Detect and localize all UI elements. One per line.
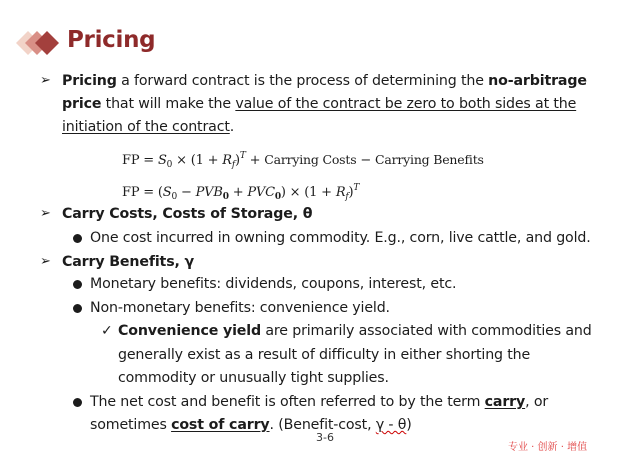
- pricing-term: Pricing: [62, 73, 117, 89]
- round-bullet-icon: [73, 234, 82, 243]
- price-term: price: [62, 96, 102, 112]
- underlined-phrase: initiation of the contract: [62, 119, 230, 135]
- monetary-benefits-item: Monetary benefits: dividends, coupons, interest, etc.: [90, 276, 457, 292]
- pricing-line-3: [62, 117, 234, 137]
- round-bullet-icon: [73, 280, 82, 289]
- pricing-text: that will make the: [101, 96, 236, 112]
- net-cost-line-2: sometimes cost of carry. (Benefit-cost, γ - θ): [90, 417, 412, 433]
- pricing-line-2: [62, 94, 576, 114]
- cost-of-carry-term: cost of carry: [171, 417, 270, 433]
- convenience-yield-line-1: Convenience yield are primarily associated with commodities and: [118, 323, 592, 339]
- carry-costs-heading: Carry Costs, Costs of Storage, θ: [62, 206, 313, 222]
- period: .: [229, 119, 235, 135]
- non-monetary-benefits-item: Non-monetary benefits: convenience yield.: [90, 300, 390, 316]
- formula-2: FP = $(S_0 - PVB_0 + PVC_0) \times (1 + R_f)^T$: [122, 183, 360, 202]
- arrow-bullet-icon: ➢: [40, 254, 51, 269]
- gamma-theta-symbol: γ - θ: [375, 417, 407, 433]
- carry-term: carry: [484, 394, 526, 410]
- net-cost-line-1: The net cost and benefit is often referred to by the term carry, or: [90, 394, 549, 410]
- convenience-yield-line-2: generally exist as a result of difficulty in either shorting the: [118, 347, 531, 363]
- pricing-text: a forward contract is the process of determining the: [116, 73, 489, 89]
- round-bullet-icon: [73, 398, 82, 407]
- underlined-phrase: value of the contract be zero to both sides at the: [235, 96, 577, 112]
- page-title: Pricing: [67, 27, 156, 53]
- carry-benefits-heading: Carry Benefits, γ: [62, 254, 195, 270]
- arrow-bullet-icon: ➢: [40, 73, 51, 88]
- arrow-bullet-icon: ➢: [40, 206, 51, 221]
- diamond-logo-icon: [16, 29, 64, 57]
- no-arbitrage-term: no-arbitrage: [488, 73, 587, 89]
- watermark-text: 专业 · 创新 · 增值: [508, 442, 588, 453]
- convenience-yield-line-3: commodity or unusually tight supplies.: [118, 370, 389, 386]
- page-number: 3-6: [316, 431, 334, 444]
- convenience-yield-term: Convenience yield: [118, 323, 261, 339]
- formula-1: FP = $S_0 \times (1 + R_f)^T$ + Carrying Costs − Carrying Benefits: [122, 151, 484, 170]
- pricing-line-1: [62, 71, 587, 91]
- carry-costs-item: One cost incurred in owning commodity. E.g., corn, live cattle, and gold.: [90, 230, 591, 246]
- checkmark-bullet-icon: ✓: [101, 323, 113, 339]
- round-bullet-icon: [73, 304, 82, 313]
